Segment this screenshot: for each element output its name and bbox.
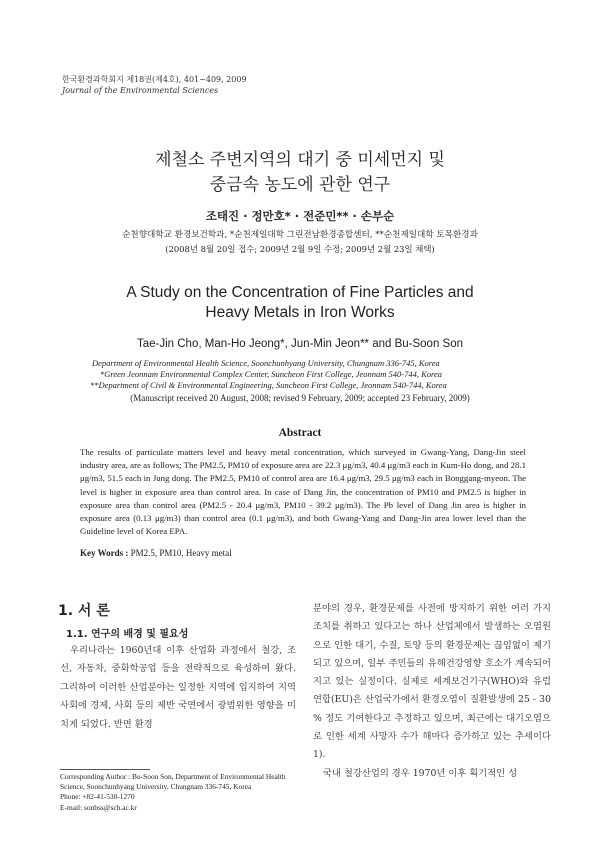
korean-title-line1: 제철소 주변지역의 대기 중 미세먼지 및: [155, 150, 445, 170]
right-column-text: [313, 600, 551, 783]
korean-authors: 조태진 · 정만호* · 전준민** · 손부순: [205, 209, 395, 223]
department-3: **Department of Civil & Environmental Engineering, Suncheon First College, Jeonnam 540-744, Korea: [90, 380, 447, 390]
subsection-heading: 1.1. 연구의 배경 및 필요성: [66, 629, 189, 640]
korean-title: [0, 148, 600, 198]
journal-header: [62, 74, 247, 96]
journal-english: Journal of the Environmental Sciences: [62, 86, 219, 95]
abstract-text: The results of particulate matters level and heavy metal concentration, which surveyed in Gwang-Yang, Dang-Jin steel industry area, are as follows; The PM2.5, PM10 of exposure area are 22.3 μg/m3, 40.4 μg/m3 each in Kum-Ho dong, and 28.1 μg/m3, 51.5 each in Jung dong. The PM2.5, PM10 of control area are 16.4 μg/m3, 29.5 μg/m3 each in Bonggang-myeon. The level is higher in exposure area than control area. In case of Dang Jin, the concentration of PM10 and PM2.5 is higher in exposure area than control area (PM2.5 - 20.4 μg/m3, PM10 - 39.2 μg/m3). The Pb level of Dang Jin area is higher in exposure area (0.13 μg/m3) than control area (0.1 μg/m3), and both Gwang-Yang and Dang-Jin area lower level than the Guideline level of Korea EPA.: [80, 447, 526, 537]
english-title: [0, 283, 600, 323]
abstract-heading: Abstract: [278, 427, 322, 439]
department-1: Department of Environmental Health Science, Soonchunhyang University, Chungnam 336-745, Korea: [92, 358, 440, 368]
korean-title-line2: 중금속 농도에 관한 연구: [209, 175, 391, 195]
keywords-label: Key Words :: [80, 548, 129, 558]
english-title-line1: A Study on the Concentration of Fine Particles and: [126, 284, 474, 301]
journal-korean: 한국환경과학회지 제18권(제4호), 401~409, 2009: [62, 75, 247, 84]
english-title-line2: Heavy Metals in Iron Works: [205, 304, 395, 321]
section-heading: 1. 서 론: [58, 603, 110, 619]
footnote: [60, 772, 300, 813]
left-paragraph: 우리나라는 1960년대 이후 산업화 과정에서 철강, 조선, 자동차, 중화학공업 등을 전략적으로 육성하여 왔다. 그리하여 이러한 산업분야는 일정한 지역에 입지하여 지역사회에 경제, 사회 등의 제반 국면에서 광범위한 영향을 미치게 되었다. 반면 환경: [60, 645, 296, 730]
right-paragraph-1: 분야의 경우, 환경문제를 사전에 방지하기 위한 여러 가지 조치를 취하고 있다고는 하나 산업체에서 발생하는 오염원으로 인한 대기, 수질, 토양 등의 환경문제는 끊임없이 제기되고 있으며, 일부 주민들의 유해건강영향 호소가 계속되어지고 있는 실정이다. 실제로 세계보건기구(WHO)와 유럽연합(EU)은 산업국가에서 환경오염이 질환발생에 25 - 30 % 정도 기여한다고 추정하고 있으며, 최근에는 대기오염으로 인한 세계 사망자 수가 해마다 증가하고 있는 추세이다1).: [313, 603, 551, 761]
footnote-author: Corresponding Author : Bu-Soon Son, Department of Environmental Health Science, Soonchunhyang University, Chungnam 336-745, Korea: [60, 772, 286, 792]
footnote-rule: [60, 769, 150, 770]
right-paragraph-2: 국내 철강산업의 경우 1970년 이후 획기적인 성: [323, 767, 518, 779]
korean-affiliations: 순천향대학교 환경보건학과, *순천제일대학 그린전남환경종합센터, **순천제일대학 토목환경과: [122, 230, 478, 240]
english-dates: (Manuscript received 20 August, 2008; revised 9 February, 2009; accepted 23 February, 2009): [130, 393, 470, 403]
keywords-value: PM2.5, PM10, Heavy metal: [130, 548, 232, 558]
department-2: *Green Jeonnam Environmental Complex Center, Suncheon First College, Jeonnam 540-744, Korea: [100, 369, 443, 379]
keywords: [80, 548, 232, 558]
english-authors: Tae-Jin Cho, Man-Ho Jeong*, Jun-Min Jeon** and Bu-Soon Son: [136, 338, 464, 350]
korean-dates: (2008년 8월 20일 접수; 2009년 2월 9일 수정; 2009년 2월 23일 채택): [165, 244, 435, 254]
left-column-text: [60, 642, 296, 734]
footnote-phone: Phone: +82-41-530-1270: [60, 792, 135, 802]
footnote-email: E-mail: sonbss@sch.ac.kr: [60, 802, 137, 812]
